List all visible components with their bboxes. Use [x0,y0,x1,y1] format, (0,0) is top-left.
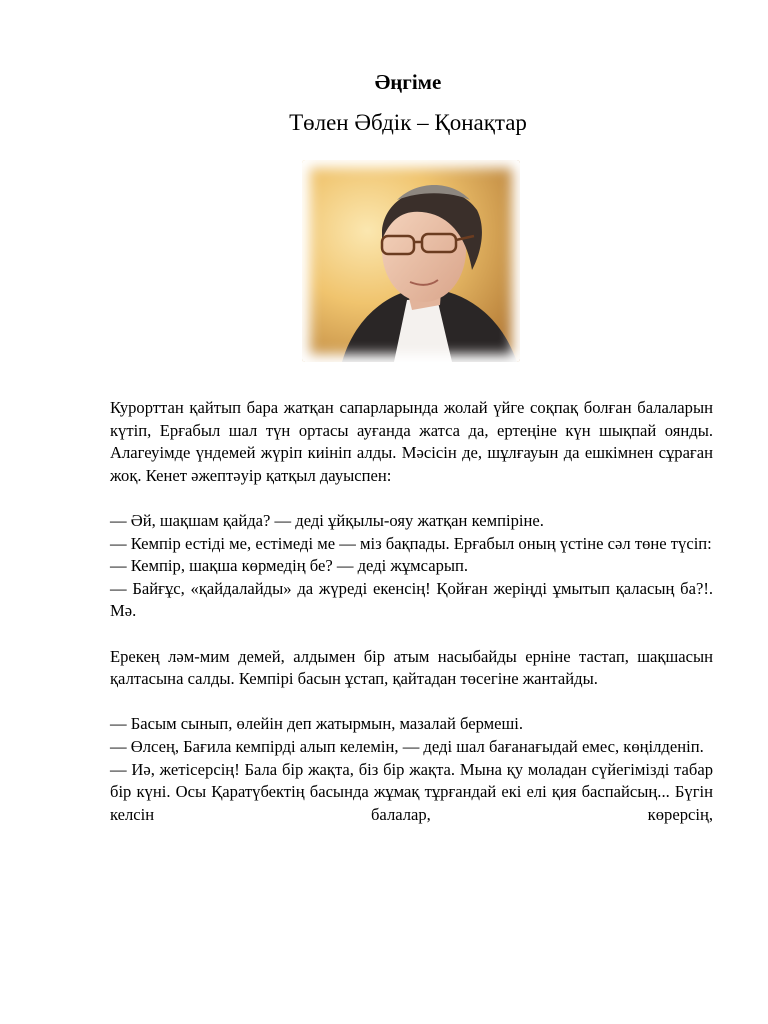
story-body [110,397,713,826]
portrait-illustration [302,160,520,362]
paragraph: — Өлсең, Бағила кемпірді алып келемін, — деді шал бағанағыдай емес, көңілденіп. [110,736,704,756]
paragraph: — Әй, шақшам қайда? — деді ұйқылы-ояу жатқан кемпіріне. [110,510,544,530]
paragraph-gap [110,691,713,714]
paragraph: Курорттан қайтып бара жатқан сапарларында жолай үйге соқпақ болған балаларын күтіп, Ерғабыл шал түн ортасы ауғанда жатса да, ертеңіне күн шықпай оянды. Алагеуімде үндемей жүріп киініп алды. Мәсісін де, шұлғауын да ешкімнен сұраған жоқ. Кенет әжептәуір қатқыл дауыспен: [110,398,713,485]
paragraph: — Кемпір, шақша көрмедің бе? — деді жұмсарып. [110,556,469,576]
paragraph-gap [110,487,713,510]
paragraph: — Иә, жетісерсің! Бала бір жақта, біз бір жақта. Мына қу моладан сүйегімізді табар бір күні. Осы Қаратүбектің басында жұмақ тұрғандай екі елі қия баспайсың... Бүгін келсін балалар, көрерсің, [110,759,713,824]
genre-heading: Әңгіме [374,70,442,94]
paragraph: — Басым сынып, өлейін деп жатырмын, мазалай бермеші. [110,714,524,734]
paragraph: — Кемпір естіді ме, естімеді ме — міз бақпады. Ерғабыл оның үстіне сәл төне түсіп: [110,533,712,553]
author-portrait-image [302,160,520,362]
paragraph-gap [110,623,713,646]
paragraph: Ерекең ләм-мим демей, алдымен бір атым насыбайды ерніне тастап, шақшасын қалтасына салды. Кемпірі басын ұстап, қайтадан төсегіне жантайды. [110,646,713,689]
story-title: Төлен Әбдік – Қонақтар [289,110,527,135]
paragraph: — Байғұс, «қайдалайды» да жүреді екенсің! Қойған жеріңді ұмытып қаласың ба?!. Мә. [110,578,713,621]
